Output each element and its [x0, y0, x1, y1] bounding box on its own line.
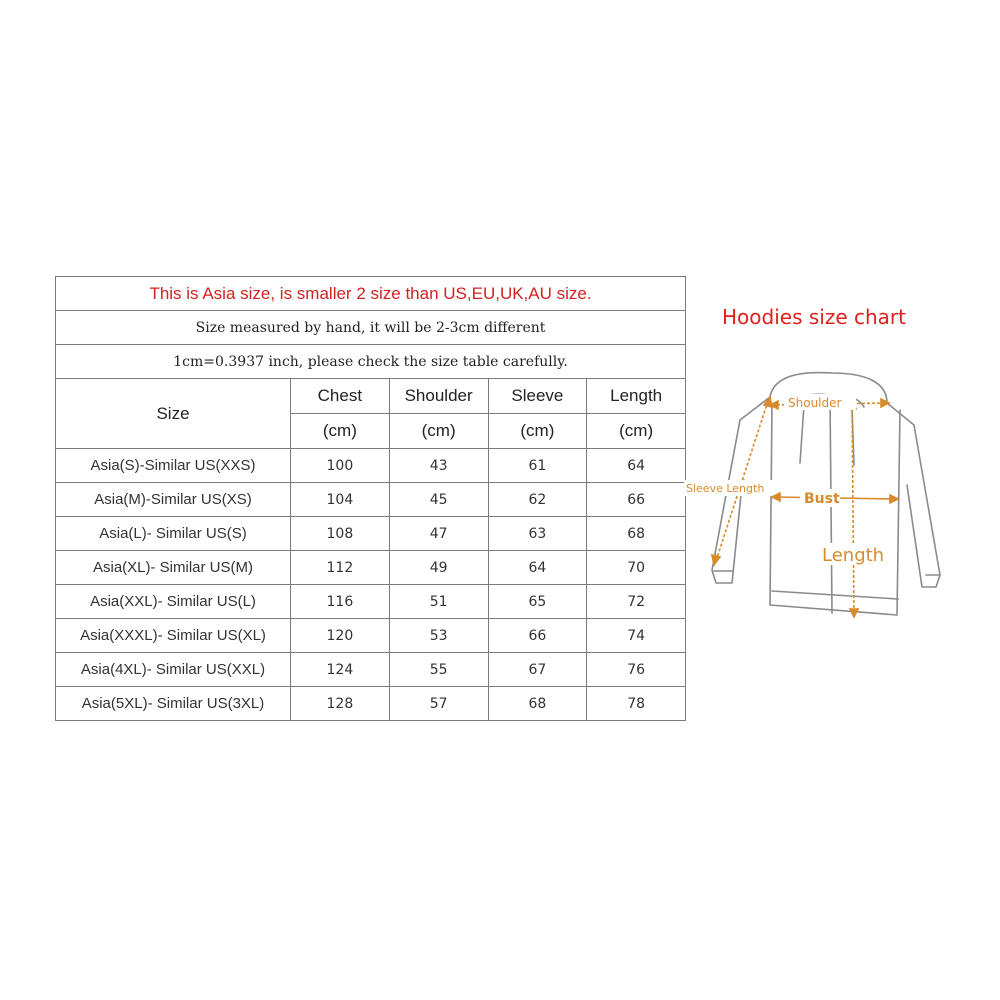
shoulder-cell: 45 — [389, 483, 488, 517]
chest-unit: (cm) — [291, 414, 390, 449]
shoulder-cell: 51 — [389, 585, 488, 619]
size-name-cell: Asia(M)-Similar US(XS) — [56, 483, 291, 517]
shoulder-cell: 57 — [389, 687, 488, 721]
table-row — [56, 619, 686, 653]
sleeve-cell: 66 — [488, 619, 587, 653]
sleeve-length-label: Sleeve Length — [686, 482, 765, 495]
size-name-cell: Asia(XXXL)- Similar US(XL) — [56, 619, 291, 653]
hoodie-measurement-diagram — [682, 365, 952, 630]
shoulder-column-header: Shoulder — [389, 379, 488, 414]
notice-row-conversion — [56, 345, 686, 379]
shoulder-label: Shoulder — [788, 396, 842, 410]
size-name-cell: Asia(S)-Similar US(XXS) — [56, 449, 291, 483]
sleeve-cell: 64 — [488, 551, 587, 585]
length-cell: 72 — [587, 585, 686, 619]
length-cell: 78 — [587, 687, 686, 721]
measurement-note: Size measured by hand, it will be 2-3cm different — [56, 311, 686, 345]
chest-cell: 128 — [291, 687, 390, 721]
chest-cell: 124 — [291, 653, 390, 687]
hoodies-size-chart-title: Hoodies size chart — [722, 305, 906, 329]
table-row — [56, 483, 686, 517]
length-cell: 68 — [587, 517, 686, 551]
size-name-cell: Asia(4XL)- Similar US(XXL) — [56, 653, 291, 687]
header-row-names — [56, 379, 686, 414]
length-column-header: Length — [587, 379, 686, 414]
sleeve-cell: 65 — [488, 585, 587, 619]
size-name-cell: Asia(XXL)- Similar US(L) — [56, 585, 291, 619]
chest-cell: 100 — [291, 449, 390, 483]
sleeve-cell: 61 — [488, 449, 587, 483]
shoulder-cell: 53 — [389, 619, 488, 653]
size-column-header: Size — [56, 379, 291, 449]
table-row — [56, 449, 686, 483]
length-cell: 76 — [587, 653, 686, 687]
shoulder-cell: 47 — [389, 517, 488, 551]
size-table — [55, 276, 686, 721]
table-row — [56, 517, 686, 551]
shoulder-cell: 43 — [389, 449, 488, 483]
length-label: Length — [822, 545, 885, 566]
sleeve-cell: 68 — [488, 687, 587, 721]
table-row — [56, 585, 686, 619]
length-cell: 70 — [587, 551, 686, 585]
chest-cell: 120 — [291, 619, 390, 653]
size-name-cell: Asia(L)- Similar US(S) — [56, 517, 291, 551]
shoulder-unit: (cm) — [389, 414, 488, 449]
chest-cell: 104 — [291, 483, 390, 517]
length-cell: 74 — [587, 619, 686, 653]
size-name-cell: Asia(XL)- Similar US(M) — [56, 551, 291, 585]
size-name-cell: Asia(5XL)- Similar US(3XL) — [56, 687, 291, 721]
table-row — [56, 653, 686, 687]
length-cell: 66 — [587, 483, 686, 517]
table-row — [56, 687, 686, 721]
sleeve-cell: 62 — [488, 483, 587, 517]
shoulder-cell: 49 — [389, 551, 488, 585]
bust-label: Bust — [804, 491, 840, 507]
table-row — [56, 551, 686, 585]
sleeve-unit: (cm) — [488, 414, 587, 449]
chest-cell: 108 — [291, 517, 390, 551]
length-cell: 64 — [587, 449, 686, 483]
notice-row-measured — [56, 311, 686, 345]
sleeve-column-header: Sleeve — [488, 379, 587, 414]
conversion-note: 1cm=0.3937 inch, please check the size table carefully. — [56, 345, 686, 379]
sleeve-cell: 67 — [488, 653, 587, 687]
chest-column-header: Chest — [291, 379, 390, 414]
length-unit: (cm) — [587, 414, 686, 449]
chest-cell: 116 — [291, 585, 390, 619]
sleeve-cell: 63 — [488, 517, 587, 551]
shoulder-cell: 55 — [389, 653, 488, 687]
asia-size-notice: This is Asia size, is smaller 2 size than US,EU,UK,AU size. — [56, 277, 686, 311]
chest-cell: 112 — [291, 551, 390, 585]
notice-row-main — [56, 277, 686, 311]
